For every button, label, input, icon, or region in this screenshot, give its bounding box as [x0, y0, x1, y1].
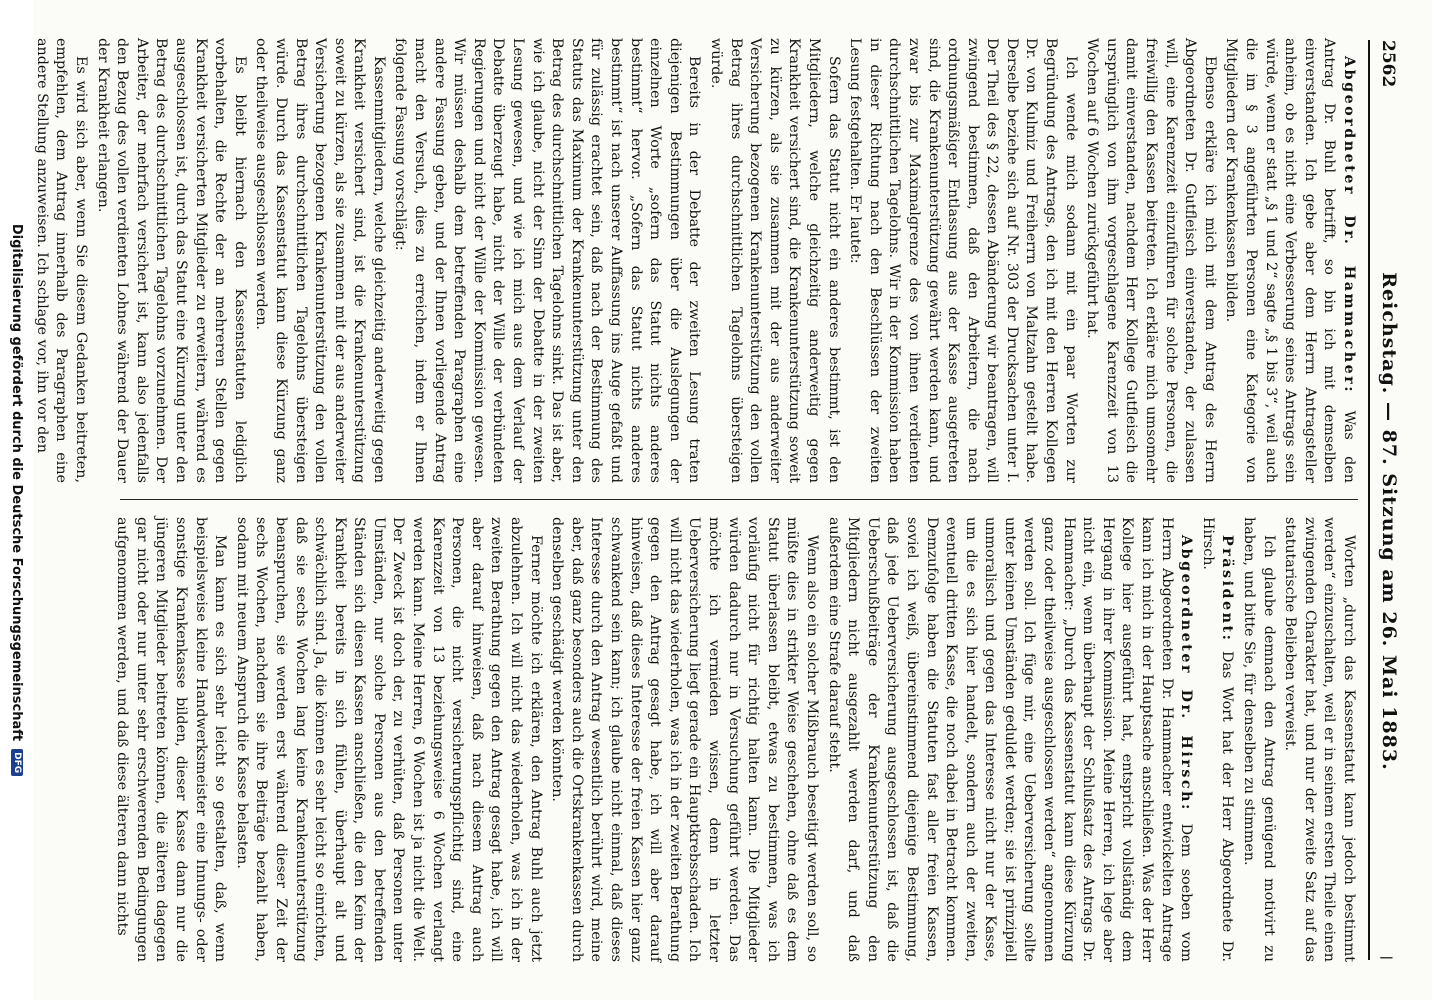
speaker-name: Präsident:	[1219, 535, 1236, 643]
paragraph	[92, 38, 249, 483]
paragraph-text: Man kann es sich sehr leicht so gestalten, daß, wenn beispielsweise kleine Handwerksmeister eine Innungs- oder sonstige Krankenkasse bilden, dieser Kasse dann nur die jüngeren Mitglieder beitreten können, die älteren dagegen gar nicht oder nur unter sehr erschwerenden Bedingungen aufgenommen werden, und daß diese älteren dann nichts	[114, 517, 229, 962]
digitization-footer	[0, 0, 34, 1000]
page-header	[1368, 40, 1400, 960]
paragraph	[112, 517, 230, 962]
paragraph	[1238, 517, 1277, 962]
paragraph	[547, 517, 821, 962]
paragraph	[1082, 38, 1219, 483]
paragraph-text: Es wird sich aber, wenn Sie diesem Gedanken beitreten, empfehlen, dem Antrag innerhalb des Paragraphen eine andere Stellung anzuweisen. Ich schlage vor, ihn vor den	[33, 38, 89, 483]
paragraph-text: Ferner möchte ich erklären, den Antrag Buhl auch jetzt abzulehnen. Ich will nicht das wiederholen, was ich in der zweiten Berathung gegen den Antrag gesagt habe, ich will aber darauf hinweisen, daß nach diesem Antrag auch Personen, die nicht versicherungspflichtig sind, eine Karenzzeit von 13 beziehungsweise 6 Wochen verlangt werden kann. Meine Herren, 6 Wochen ist ja nicht die Welt. Der Zweck ist doch der, zu verhüten, daß Personen unter Umständen, nur solche Personen aus den betreffenden Ständen sich diesen Kassen anschließen, die den Keim der Krankheit bereits in sich fühlen, überhaupt alt und schwächlich sind. Ja, die können es sehr leicht so einrichten, daß sie sechs Wochen lang keine Krankenunterstützung beanspruchen, sie werden erst während dieser Zeit der sechs Wochen, nachdem sie ihre Beiträge bezahlt haben, sodann mit neuem Anspruch die Kasse belasten.	[233, 517, 544, 962]
paragraph-text: Was den Antrag Dr. Buhl betrifft, so bin ich mit demselben einverstanden. Ich gebe aber dem Herrn Antragsteller anheim, ob es nicht eine Verbesserung seines Antrags sein würde, wenn er statt „§ 1 und 2“ sagte „§ 1 bis 3“, weil auch die im § 3 angeführten Personen eine Kategorie von Mitgliedern der Krankenkassen bilden.	[1223, 38, 1357, 483]
header-marker: |	[1380, 955, 1394, 960]
paragraph-text: Dem soeben vom Herrn Abgeordneten Dr. Hammacher entwickelten Antrage kann ich mich in der Hauptsache anschließen. Was der Herr Kollege hier ausgeführt hat, entspricht vollständig dem Hergang in ihrer Kommission. Meine Herren, ich lege aber nicht ein, wenn überhaupt der Schlußsatz des Antrags Dr. Hammacher: „Durch das Kassenstatut kann diese Kürzung ganz oder theilweise ausgeschlossen werden“ angenommen werden soll. Ich füge mir, eine Ueberversicherung sollte unter keinen Umständen geduldet werden; sie ist prinzipiell unmoralisch und gegen das Interesse nicht nur der Kasse, um die es sich hier handelt, sondern auch der zweiten, eventuell dritten Kasse, die noch dabei in Betracht kommen. Demzufolge haben die Statuten fast aller freien Kassen, soviel ich weiß, übereinstimmend diejenige Bestimmung, daß jede Ueberversicherung ausgeschlossen ist, daß die Ueberschußbeiträge der Krankenunterstützung den Mitgliedern nicht ausgezahlt werden darf, und daß außerdem eine Strafe darauf steht.	[825, 517, 1195, 962]
paragraph	[231, 517, 545, 962]
paragraph	[1221, 38, 1358, 483]
paragraph-text: Bereits in der Debatte der zweiten Lesung traten diejenigen Bestimmungen über die Auslegungen der einzelnen Worte „sofern das Statut nichts anderes bestimmt“ hervor. „Sofern das Statut nichts anderes bestimmt“ ist nach unserer Auffassung ins Auge gefaßt und für zulässig erachtet sein, daß nach der Bestimmung des Statuts das Maximum der Krankenunterstützung unter den Betrag des durchschnittlichen Tagelohns sinkt. Das ist aber, wie ich glaube, nicht der Sinn der Debatte in der zweiten Lesung gewesen, und wie ich mich aus dem Verlauf der Debatte überzeugt habe, nicht der Wille der verbündeten Regierungen und nicht der Wille der Kommission gewesen. Wir müssen deshalb dem betreffenden Paragraphen eine andere Fassung geben, und der Ihnen vorliegende Antrag macht den Versuch, dies zu erreichen, indem er Ihnen folgende Fassung vorschlägt:	[392, 38, 703, 483]
paragraph	[1197, 517, 1236, 962]
paragraph	[1280, 517, 1358, 962]
paragraph-text: Es bleibt hiernach den Kassenstatuten lediglich vorbehalten, die Rechte der an mehreren Stellen gegen Krankheit versicherten Mitglieder zu erweitern, während es ausgeschlossen ist, durch das Statut eine Kürzung unter den Betrag des durchschnittlichen Tagelohns vorzunehmen. Der Arbeiter, der mehrfach versichert ist, kann also jedenfalls den Bezug des vollen verdienten Lohnes während der Dauer der Krankheit erlangen.	[94, 38, 248, 483]
right-column	[114, 517, 1358, 962]
paragraph-text: Kassenmitgliedern, welche gleichzeitig anderweitig gegen Krankheit versichert sind, ist die Krankenunterstützung soweit zu kürzen, als sie zusammen mit der aus anderweiter Versicherung bezogenen Krankenunterstützung den vollen Betrag ihres durchschnittlichen Tagelohns übersteigen würde. Durch das Kassenstatut kann diese Kürzung ganz oder theilweise ausgeschlossen werden.	[253, 38, 387, 483]
paragraph	[390, 38, 704, 483]
paragraph-text: Ich wende mich sodann mit ein paar Worten zur Begründung des Antrags, den ich mit den Herren Kollegen Dr. von Kulmiz und Freiherrn von Maltzahn gestellt habe. Derselbe beziehe sich auf Nr. 303 der Drucksachen unter I. Der Theil des § 22, dessen Abänderung wir beantragen, will zwingend bestimmen, daß den Arbeitern, die nach ordnungsmäßiger Entlassung aus der Kasse ausgetreten sind, die Krankenunterstützung gewährt werden kann, und zwar bis zur Maximalgrenze des von ihnen verdienten durchschnittlichen Tagelohns. Wir in der Kommission haben in dieser Richtung nach den Beschlüssen der zweiten Lesung festgehalten. Er lautet:	[847, 38, 1079, 483]
footer-text: Digitalisierung gefördert durch die Deutsche Forschungsgemeinschaft	[9, 223, 25, 742]
paragraph-text: Das Wort hat der Herr Abgeordnete Dr. Hirsch.	[1199, 517, 1236, 962]
paragraph	[845, 38, 1080, 483]
paragraph-text: Worten „durch das Kassenstatut kann jedoch bestimmt werden“ einzuschalten, weil er in seinem ersten Theile einen zwingenden Charakter hat, und nur der zweite Satz auf das statutarische Belieben verweist.	[1282, 517, 1357, 962]
page-number: 2562	[1378, 40, 1398, 88]
paragraph-text: Sofern das Statut nicht ein anderes bestimmt, ist den Mitgliedern, welche gleichzeitig anderweitig gegen Krankheit versichert sind, die Krankenunterstützung soweit zu kürzen, als sie zusammen mit der aus anderweiter Versicherung bezogenen Krankenunterstützung den vollen Betrag ihres durchschnittlichen Tagelohns übersteigen würde.	[708, 38, 842, 483]
paragraph-text: Wenn also ein solcher Mißbrauch beseitigt werden soll, so müßte dies in strikter Weise geschehen, ohne daß es dem Statut überlassen bleibt, etwas zu bestimmen, was ich vorläufig nicht für richtig halten kann. Die Mitglieder würden dadurch nur in Versuchung geführt werden. Das möchte ich vermieden wissen, denn in letzter Ueberversicherung liegt gerade ein Hauptkrebsschaden. Ich will nicht das wiederholen, was ich in der zweiten Berathung gegen den Antrag gesagt habe, ich will aber darauf hinweisen, daß dieses Interesse der freien Kassen hier ganz schwankend sein kann; ich glaube nicht einmal, daß dieses Interesse durch den Antrag wesentlich berührt wird, meine aber, daß ganz besonders auch die Ortskrankenkassen durch denselben geschädigt werden könnten.	[549, 517, 820, 962]
paragraph	[823, 517, 1195, 962]
paragraph-text: Ebenso erkläre ich mich mit dem Antrag des Herrn Abgeordneten Dr. Gutfleisch einverstanden, der zulassen will, eine Karenzzeit einzuführen für solche Personen, die freiwillig den Kassen beitreten. Ich erkläre mich umsomehr damit einverstanden, nachdem Herr Kollege Gutfleisch die ursprünglich von ihm vorgeschlagene Karenzzeit von 13 Wochen auf 6 Wochen zurückgeführt hat.	[1084, 38, 1218, 483]
paragraph-text: Ich glaube demnach den Antrag genügend motivirt zu haben, und bitte Sie, für denselben zu stimmen.	[1241, 517, 1277, 962]
paragraph	[705, 38, 842, 483]
speaker-name: Abgeordneter Dr. Hammacher:	[1341, 56, 1357, 395]
paragraph	[251, 38, 388, 483]
left-column	[33, 38, 1358, 483]
page-title: Reichstag. — 87. Sitzung am 26. Mai 1883.	[1378, 272, 1400, 771]
dfg-logo-icon: DFG	[11, 749, 23, 776]
column-divider	[120, 499, 1358, 500]
speaker-name: Abgeordneter Dr. Hirsch:	[1178, 535, 1195, 812]
paragraph	[31, 38, 90, 483]
